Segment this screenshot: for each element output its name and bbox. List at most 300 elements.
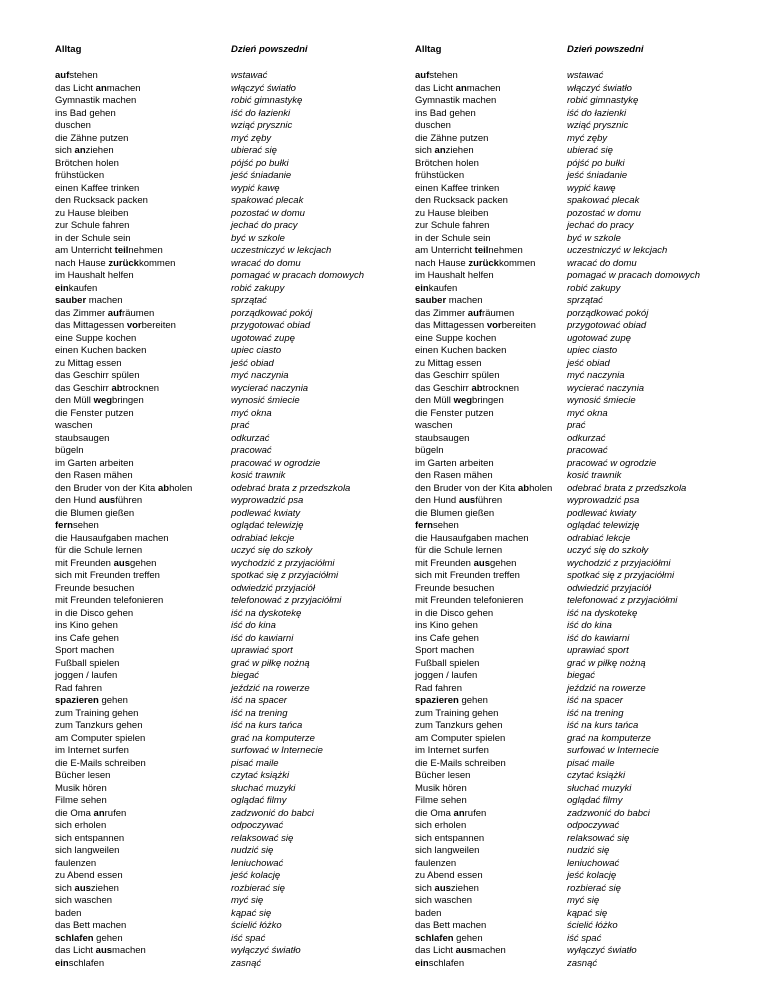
- phrase-prefix-bold: schlafen: [415, 932, 454, 944]
- phrase-part: bereiten: [141, 320, 176, 331]
- phrase-prefix-bold: fern: [55, 520, 73, 531]
- phrase-part: machen: [106, 82, 141, 94]
- phrase-part: gehen: [98, 695, 128, 706]
- polish-phrase: wstawać: [231, 70, 268, 81]
- polish-phrase: iść do łazienki: [567, 107, 627, 119]
- phrase-part: für die Schule lernen: [55, 545, 143, 556]
- phrase-part: gehen: [453, 932, 483, 944]
- german-phrase: [415, 308, 552, 321]
- phrase-part: zum Tanzkurs gehen: [415, 720, 503, 731]
- phrase-part: zu Abend essen: [415, 870, 483, 881]
- polish-phrase: prać: [231, 420, 250, 431]
- polish-phrase: odwiedzić przyjaciół: [567, 582, 651, 594]
- polish-list: [567, 70, 700, 970]
- german-phrase: [415, 733, 552, 746]
- german-phrase: [55, 358, 192, 371]
- phrase-prefix-bold: teil: [114, 245, 129, 256]
- german-phrase: [415, 333, 552, 346]
- german-phrase: [415, 770, 552, 783]
- polish-phrase: iść na trening: [231, 707, 288, 719]
- phrase-prefix-bold: vor: [126, 320, 142, 331]
- german-phrase: [415, 720, 552, 733]
- phrase-part: zur Schule fahren: [415, 220, 490, 231]
- polish-phrase: porządkować pokój: [567, 307, 649, 319]
- polish-phrase: iść na dyskotekę: [231, 607, 302, 619]
- phrase-part: mit Freunden: [55, 557, 114, 569]
- polish-phrase: kosić trawnik: [567, 470, 622, 481]
- polish-phrase: uczestniczyć w lekcjach: [231, 245, 332, 256]
- phrase-part: trocknen: [482, 382, 520, 394]
- polish-phrase: ubierać się: [231, 145, 277, 156]
- polish-phrase: leniuchować: [231, 857, 284, 869]
- phrase-part: zu Abend essen: [55, 870, 123, 881]
- polish-phrase: robić zakupy: [567, 282, 621, 294]
- phrase-part: nehmen: [128, 245, 163, 256]
- german-phrase: [415, 908, 552, 921]
- phrase-prefix-bold: schlafen: [55, 932, 94, 944]
- phrase-part: die Zähne putzen: [415, 132, 489, 144]
- phrase-part: ins Bad gehen: [55, 107, 116, 119]
- phrase-part: ins Cafe gehen: [415, 632, 479, 644]
- german-phrase: [55, 320, 192, 333]
- polish-phrase: wyłączyć światło: [231, 945, 301, 956]
- german-phrase: [55, 195, 192, 208]
- german-phrase: [55, 845, 192, 858]
- phrase-part: den Müll: [55, 395, 94, 406]
- german-phrase: [415, 283, 552, 296]
- phrase-part: die Fenster putzen: [415, 407, 494, 419]
- polish-phrase: porządkować pokój: [231, 307, 313, 319]
- polish-phrase: pójść po bułki: [231, 157, 289, 169]
- phrase-part: die Oma: [415, 807, 454, 819]
- polish-phrase: grać w piłkę nożną: [231, 657, 310, 669]
- polish-phrase: wypić kawę: [567, 182, 616, 194]
- german-phrase: [415, 820, 552, 833]
- phrase-part: zum Training gehen: [55, 707, 139, 719]
- german-phrase: [55, 70, 192, 83]
- german-phrase: [55, 583, 192, 596]
- phrase-part: einen Kuchen backen: [55, 345, 147, 356]
- german-phrase: [415, 583, 552, 596]
- phrase-part: in die Disco gehen: [415, 607, 494, 619]
- phrase-part: Gymnastik machen: [55, 95, 137, 106]
- polish-phrase: jeździć na rowerze: [567, 682, 646, 694]
- phrase-part: am Unterricht: [55, 245, 115, 256]
- phrase-part: sich entspannen: [415, 832, 485, 844]
- german-phrase: [55, 795, 192, 808]
- german-phrase: [415, 620, 552, 633]
- polish-phrase: grać w piłkę nożną: [567, 657, 646, 669]
- polish-phrase: relaksować się: [567, 832, 630, 844]
- phrase-prefix-bold: ein: [415, 957, 429, 969]
- phrase-part: das Geschirr spülen: [415, 370, 500, 381]
- phrase-part: duschen: [415, 120, 451, 131]
- phrase-part: einen Kaffee trinken: [55, 182, 140, 194]
- phrase-part: baden: [55, 907, 82, 919]
- phrase-part: die E-Mails schreiben: [415, 757, 506, 769]
- polish-phrase: sprzątać: [231, 295, 267, 306]
- phrase-part: mit Freunden: [415, 557, 474, 569]
- polish-phrase: myć naczynia: [567, 370, 625, 381]
- german-phrase: [55, 808, 192, 821]
- polish-phrase: relaksować się: [231, 832, 294, 844]
- polish-phrase: uczyć się do szkoły: [231, 545, 313, 556]
- phrase-part: die Blumen gießen: [55, 507, 135, 519]
- phrase-part: zur Schule fahren: [55, 220, 130, 231]
- polish-phrase: zadzwonić do babci: [231, 807, 314, 819]
- phrase-part: das Licht: [415, 82, 456, 94]
- german-phrase: [415, 258, 552, 271]
- phrase-part: zum Training gehen: [415, 707, 499, 719]
- phrase-prefix-bold: ab: [517, 482, 530, 494]
- phrase-part: das Bett machen: [55, 920, 127, 931]
- polish-phrase: ugotować zupę: [567, 332, 631, 344]
- phrase-part: trocknen: [122, 382, 160, 394]
- phrase-part: ins Bad gehen: [415, 107, 476, 119]
- german-phrase: [415, 845, 552, 858]
- polish-phrase: iść na spacer: [567, 695, 623, 706]
- polish-phrase: oglądać telewizję: [567, 520, 640, 531]
- phrase-part: Filme sehen: [415, 795, 467, 806]
- polish-phrase: być w szkole: [567, 232, 621, 244]
- polish-phrase: wychodzić z przyjaciółmi: [567, 557, 671, 569]
- german-phrase: [55, 470, 192, 483]
- german-phrase: [415, 483, 552, 496]
- phrase-part: kommen: [138, 257, 176, 269]
- phrase-part: waschen: [55, 420, 93, 431]
- polish-phrase: iść do kina: [231, 620, 276, 631]
- phrase-part: im Haushalt helfen: [55, 270, 134, 281]
- phrase-part: das Mittagessen: [415, 320, 487, 331]
- polish-phrase: nudzić się: [567, 845, 610, 856]
- polish-phrase: wycierać naczynia: [567, 382, 645, 394]
- phrase-prefix-bold: an: [74, 145, 86, 156]
- phrase-part: das Bett machen: [415, 920, 487, 931]
- polish-header: Dzień powszedni: [231, 44, 308, 55]
- phrase-part: für die Schule lernen: [415, 545, 503, 556]
- polish-phrase: myć się: [567, 895, 600, 906]
- phrase-part: in der Schule sein: [415, 232, 491, 244]
- german-phrase: [55, 270, 192, 283]
- german-phrase: [415, 520, 552, 533]
- polish-phrase: wyłączyć światło: [567, 945, 637, 956]
- german-phrase: [55, 233, 192, 246]
- german-phrase: [415, 145, 552, 158]
- phrase-part: Musik hören: [55, 782, 107, 794]
- german-phrase: [55, 183, 192, 196]
- phrase-part: stehen: [429, 70, 458, 81]
- polish-phrase: słuchać muzyki: [567, 782, 632, 794]
- german-phrase: [55, 683, 192, 696]
- german-phrase: [55, 95, 192, 108]
- polish-phrase: ścielić łóżko: [231, 920, 282, 931]
- polish-phrase: myć okna: [567, 407, 608, 419]
- polish-phrase: odkurzać: [567, 432, 606, 444]
- phrase-part: schlafen: [428, 957, 465, 969]
- german-phrase: [415, 345, 552, 358]
- polish-phrase: ubierać się: [567, 145, 613, 156]
- phrase-part: im Garten arbeiten: [415, 457, 494, 469]
- german-phrase: [55, 308, 192, 321]
- german-phrase: [55, 558, 192, 571]
- german-phrase: [55, 820, 192, 833]
- phrase-part: den Rucksack packen: [415, 195, 508, 206]
- phrase-prefix-bold: auf: [107, 307, 123, 319]
- phrase-prefix-bold: spazieren: [55, 695, 99, 706]
- phrase-prefix-bold: sauber: [55, 295, 87, 306]
- polish-phrase: odwiedzić przyjaciół: [231, 582, 315, 594]
- german-phrase: [55, 120, 192, 133]
- polish-phrase: odpoczywać: [567, 820, 620, 831]
- phrase-part: den Bruder von der Kita: [55, 482, 158, 494]
- phrase-part: ziehen: [445, 145, 474, 156]
- phrase-part: den Bruder von der Kita: [415, 482, 518, 494]
- german-header: Alltag: [55, 44, 82, 55]
- polish-phrase: rozbierać się: [567, 882, 621, 894]
- german-phrase: [415, 458, 552, 471]
- german-phrase: [55, 620, 192, 633]
- phrase-prefix-bold: fern: [415, 520, 433, 531]
- polish-phrase: upiec ciasto: [231, 345, 282, 356]
- phrase-part: zu Hause bleiben: [415, 207, 489, 219]
- phrase-part: in die Disco gehen: [55, 607, 134, 619]
- german-phrase: [415, 220, 552, 233]
- german-phrase: [55, 445, 192, 458]
- german-phrase: [55, 908, 192, 921]
- german-phrase: [55, 770, 192, 783]
- polish-phrase: odkurzać: [231, 432, 270, 444]
- phrase-part: kaufen: [68, 282, 98, 294]
- polish-phrase: pomagać w pracach domowych: [567, 270, 701, 281]
- polish-phrase: odrabiać lekcje: [567, 532, 631, 544]
- phrase-part: am Computer spielen: [55, 732, 146, 744]
- polish-phrase: myć zęby: [567, 132, 608, 144]
- german-phrase: [415, 433, 552, 446]
- polish-phrase: czytać książki: [567, 770, 626, 781]
- polish-phrase: jeździć na rowerze: [231, 682, 310, 694]
- polish-phrase: wypić kawę: [231, 182, 280, 194]
- phrase-part: stehen: [69, 70, 98, 81]
- german-phrase: [55, 745, 192, 758]
- german-phrase: [415, 95, 552, 108]
- german-phrase: [415, 295, 552, 308]
- polish-phrase: zadzwonić do babci: [567, 807, 650, 819]
- phrase-prefix-bold: an: [93, 807, 105, 819]
- polish-phrase: iść do łazienki: [231, 107, 291, 119]
- phrase-prefix-bold: aus: [98, 495, 116, 506]
- phrase-part: die E-Mails schreiben: [55, 757, 146, 769]
- phrase-prefix-bold: teil: [474, 245, 489, 256]
- polish-phrase: telefonować z przyjaciółmi: [567, 595, 678, 606]
- german-phrase: [415, 383, 552, 396]
- german-phrase: [55, 208, 192, 221]
- german-phrase: [55, 708, 192, 721]
- german-phrase: [55, 633, 192, 646]
- polish-phrase: przygotować obiad: [231, 320, 311, 331]
- polish-phrase: wychodzić z przyjaciółmi: [231, 557, 335, 569]
- german-phrase: [415, 270, 552, 283]
- phrase-prefix-bold: spazieren: [415, 695, 459, 706]
- polish-phrase: podlewać kwiaty: [567, 507, 637, 519]
- phrase-prefix-bold: aus: [473, 557, 490, 569]
- phrase-part: Brötchen holen: [415, 157, 479, 169]
- phrase-part: mit Freunden telefonieren: [55, 595, 164, 606]
- phrase-part: bringen: [472, 395, 504, 406]
- phrase-prefix-bold: ab: [157, 482, 170, 494]
- phrase-part: die Fenster putzen: [55, 407, 134, 419]
- polish-phrase: jeść śniadanie: [231, 170, 292, 181]
- phrase-part: sich entspannen: [55, 832, 125, 844]
- german-phrase: [55, 333, 192, 346]
- german-phrase: [55, 145, 192, 158]
- phrase-part: zu Mittag essen: [55, 357, 122, 369]
- polish-phrase: spakować plecak: [567, 195, 640, 206]
- german-phrase: [55, 395, 192, 408]
- phrase-part: frühstücken: [415, 170, 465, 181]
- polish-phrase: wynosić śmiecie: [567, 395, 636, 406]
- german-phrase: [415, 208, 552, 221]
- german-phrase: [415, 658, 552, 671]
- polish-phrase: biegać: [567, 670, 595, 681]
- polish-phrase: jechać do pracy: [231, 220, 298, 231]
- phrase-part: Musik hören: [415, 782, 467, 794]
- phrase-part: staubsaugen: [415, 432, 470, 444]
- polish-phrase: kosić trawnik: [231, 470, 286, 481]
- phrase-part: sich langweilen: [415, 845, 480, 856]
- phrase-part: rufen: [104, 807, 127, 819]
- phrase-part: Fußball spielen: [415, 657, 480, 669]
- german-phrase: [415, 920, 552, 933]
- phrase-prefix-bold: ab: [111, 382, 123, 394]
- polish-phrase: pójść po bułki: [567, 157, 625, 169]
- phrase-prefix-bold: aus: [95, 945, 113, 956]
- german-phrase: [55, 783, 192, 796]
- german-phrase: [415, 895, 552, 908]
- phrase-part: bereiten: [501, 320, 536, 331]
- german-phrase: [55, 945, 192, 958]
- phrase-part: sich waschen: [55, 895, 113, 906]
- phrase-prefix-bold: ab: [471, 382, 483, 394]
- polish-phrase: iść do kina: [567, 620, 612, 631]
- phrase-part: nehmen: [488, 245, 523, 256]
- polish-phrase: uczyć się do szkoły: [567, 545, 649, 556]
- polish-phrase: iść do kawiarni: [567, 632, 630, 644]
- german-phrase: [415, 783, 552, 796]
- german-phrase: [55, 295, 192, 308]
- phrase-part: das Licht: [415, 945, 456, 956]
- german-phrase: [415, 958, 552, 971]
- polish-phrase: telefonować z przyjaciółmi: [231, 595, 342, 606]
- german-phrase: [415, 858, 552, 871]
- german-phrase: [55, 895, 192, 908]
- phrase-part: räumen: [122, 307, 155, 319]
- phrase-part: im Internet surfen: [415, 745, 489, 756]
- phrase-prefix-bold: weg: [453, 395, 473, 406]
- polish-phrase: czytać książki: [231, 770, 290, 781]
- german-phrase: [55, 858, 192, 871]
- german-phrase: [55, 695, 192, 708]
- phrase-prefix-bold: an: [434, 145, 446, 156]
- phrase-part: eine Suppe kochen: [415, 332, 497, 344]
- german-phrase: [55, 245, 192, 258]
- polish-phrase: surfować w Internecie: [567, 745, 659, 756]
- phrase-part: Brötchen holen: [55, 157, 119, 169]
- phrase-part: Filme sehen: [55, 795, 107, 806]
- phrase-part: faulenzen: [55, 857, 97, 869]
- phrase-part: in der Schule sein: [55, 232, 131, 244]
- phrase-part: waschen: [415, 420, 453, 431]
- german-phrase: [55, 220, 192, 233]
- german-phrase: [55, 495, 192, 508]
- polish-phrase: zasnąć: [567, 957, 598, 969]
- german-phrase: [415, 633, 552, 646]
- polish-phrase: upiec ciasto: [567, 345, 618, 356]
- phrase-part: Rad fahren: [415, 682, 463, 694]
- phrase-part: Fußball spielen: [55, 657, 120, 669]
- polish-phrase: robić gimnastykę: [567, 95, 639, 106]
- phrase-part: im Haushalt helfen: [415, 270, 494, 281]
- german-phrase: [415, 245, 552, 258]
- phrase-part: den Rasen mähen: [55, 470, 133, 481]
- phrase-prefix-bold: aus: [458, 495, 476, 506]
- phrase-part: sich mit Freunden treffen: [415, 570, 520, 581]
- phrase-part: im Garten arbeiten: [55, 457, 134, 469]
- german-phrase: [415, 558, 552, 571]
- phrase-prefix-bold: aus: [455, 945, 473, 956]
- german-phrase: [415, 158, 552, 171]
- polish-phrase: spotkać się z przyjaciółmi: [567, 570, 675, 581]
- polish-phrase: pomagać w pracach domowych: [231, 270, 365, 281]
- phrase-part: Bücher lesen: [415, 770, 471, 781]
- polish-phrase: wstawać: [567, 70, 604, 81]
- german-phrase: [55, 383, 192, 396]
- phrase-part: gehen: [93, 932, 123, 944]
- phrase-part: den Müll: [415, 395, 454, 406]
- german-phrase: [415, 83, 552, 96]
- phrase-part: Rad fahren: [55, 682, 103, 694]
- polish-phrase: jeść kolację: [231, 870, 281, 881]
- german-phrase: [55, 870, 192, 883]
- phrase-part: sich: [55, 882, 75, 894]
- german-phrase: [55, 133, 192, 146]
- polish-header: Dzień powszedni: [567, 44, 644, 55]
- phrase-part: den Hund: [415, 495, 459, 506]
- phrase-part: zu Hause bleiben: [55, 207, 129, 219]
- german-phrase: [55, 420, 192, 433]
- german-phrase: [55, 658, 192, 671]
- phrase-prefix-bold: ein: [55, 957, 69, 969]
- phrase-part: sich: [55, 145, 75, 156]
- german-phrase: [415, 608, 552, 621]
- phrase-part: gehen: [458, 695, 488, 706]
- polish-phrase: wracać do domu: [567, 257, 637, 269]
- polish-phrase: jechać do pracy: [567, 220, 634, 231]
- german-phrase: [55, 720, 192, 733]
- phrase-part: sich waschen: [415, 895, 473, 906]
- polish-phrase: włączyć światło: [231, 82, 296, 94]
- german-phrase: [55, 670, 192, 683]
- german-phrase: [415, 683, 552, 696]
- polish-phrase: wracać do domu: [231, 257, 301, 269]
- german-phrase: [415, 933, 552, 946]
- german-phrase: [55, 533, 192, 546]
- german-phrase: [415, 708, 552, 721]
- polish-phrase: oglądać telewizję: [231, 520, 304, 531]
- polish-phrase: odebrać brata z przedszkola: [231, 482, 351, 494]
- phrase-part: sich: [415, 145, 435, 156]
- polish-phrase: sprzątać: [567, 295, 603, 306]
- phrase-part: joggen / laufen: [55, 670, 118, 681]
